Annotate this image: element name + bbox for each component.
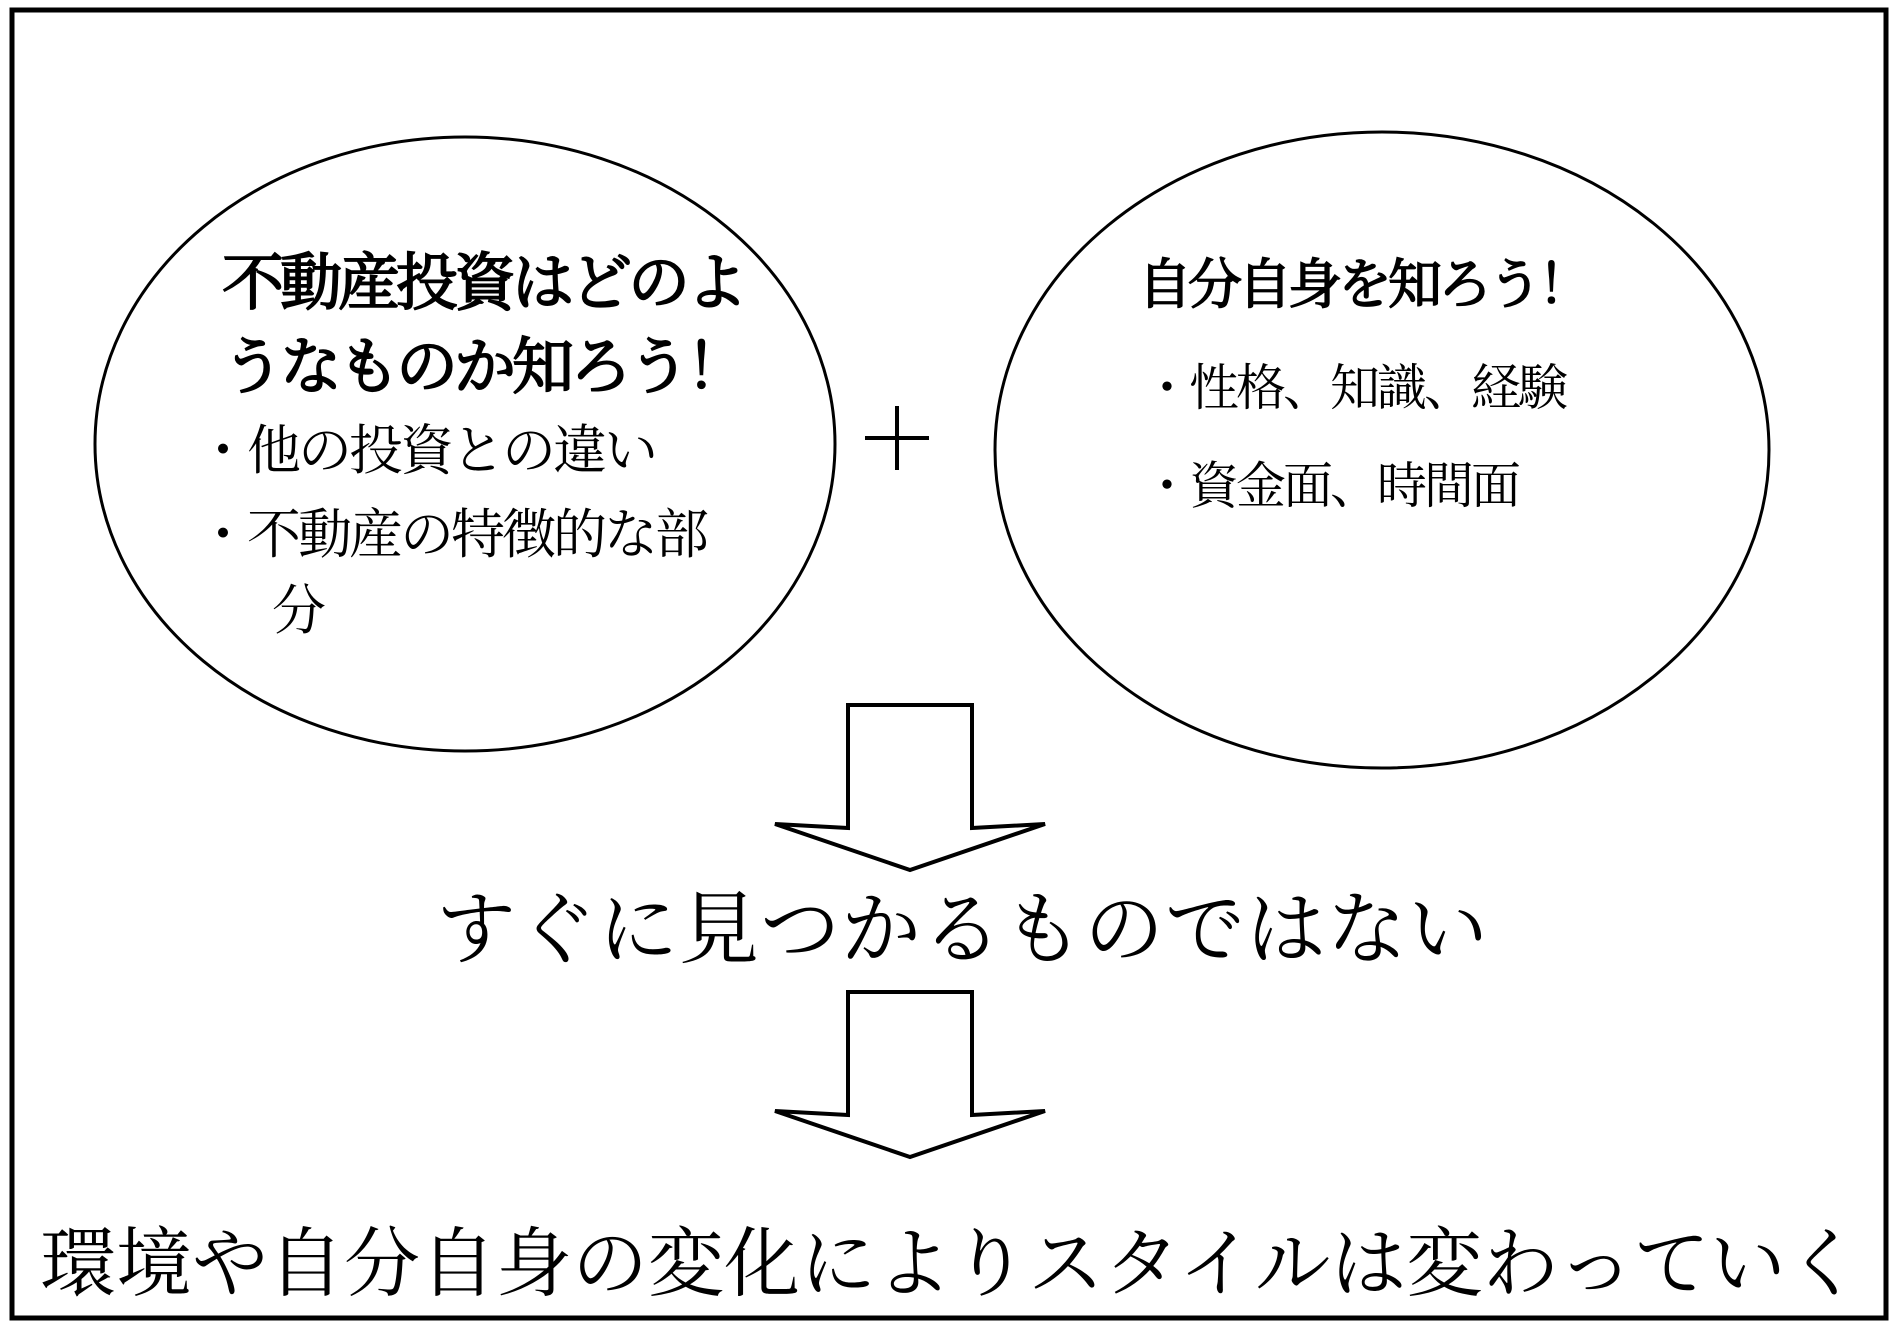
- right-ellipse-title: 自分自身を知ろう！: [1138, 255, 1588, 315]
- conclusion-final-text: 環境や自分自身の変化によりスタイルは変わっていく: [40, 1222, 1862, 1307]
- left-ellipse-bullet2-line1: ・不動産の特徴的な部: [196, 505, 706, 565]
- left-ellipse-title-line2: うなものか知ろう！: [222, 333, 745, 402]
- right-ellipse: [995, 132, 1769, 768]
- down-arrow-icon: [775, 992, 1045, 1157]
- down-arrow-icon: [775, 705, 1045, 870]
- left-ellipse-bullet1: ・他の投資との違い: [196, 421, 655, 481]
- left-ellipse-title-line1: 不動産投資はどのよ: [222, 249, 745, 318]
- right-ellipse-bullet1: ・性格、知識、経験: [1142, 360, 1565, 416]
- conclusion-first-text: すぐに見つかるものではない: [436, 885, 1489, 974]
- right-ellipse-bullet2: ・資金面、時間面: [1142, 458, 1518, 514]
- left-ellipse-bullet2-line2: 分: [272, 581, 323, 641]
- plus-icon: [865, 406, 929, 470]
